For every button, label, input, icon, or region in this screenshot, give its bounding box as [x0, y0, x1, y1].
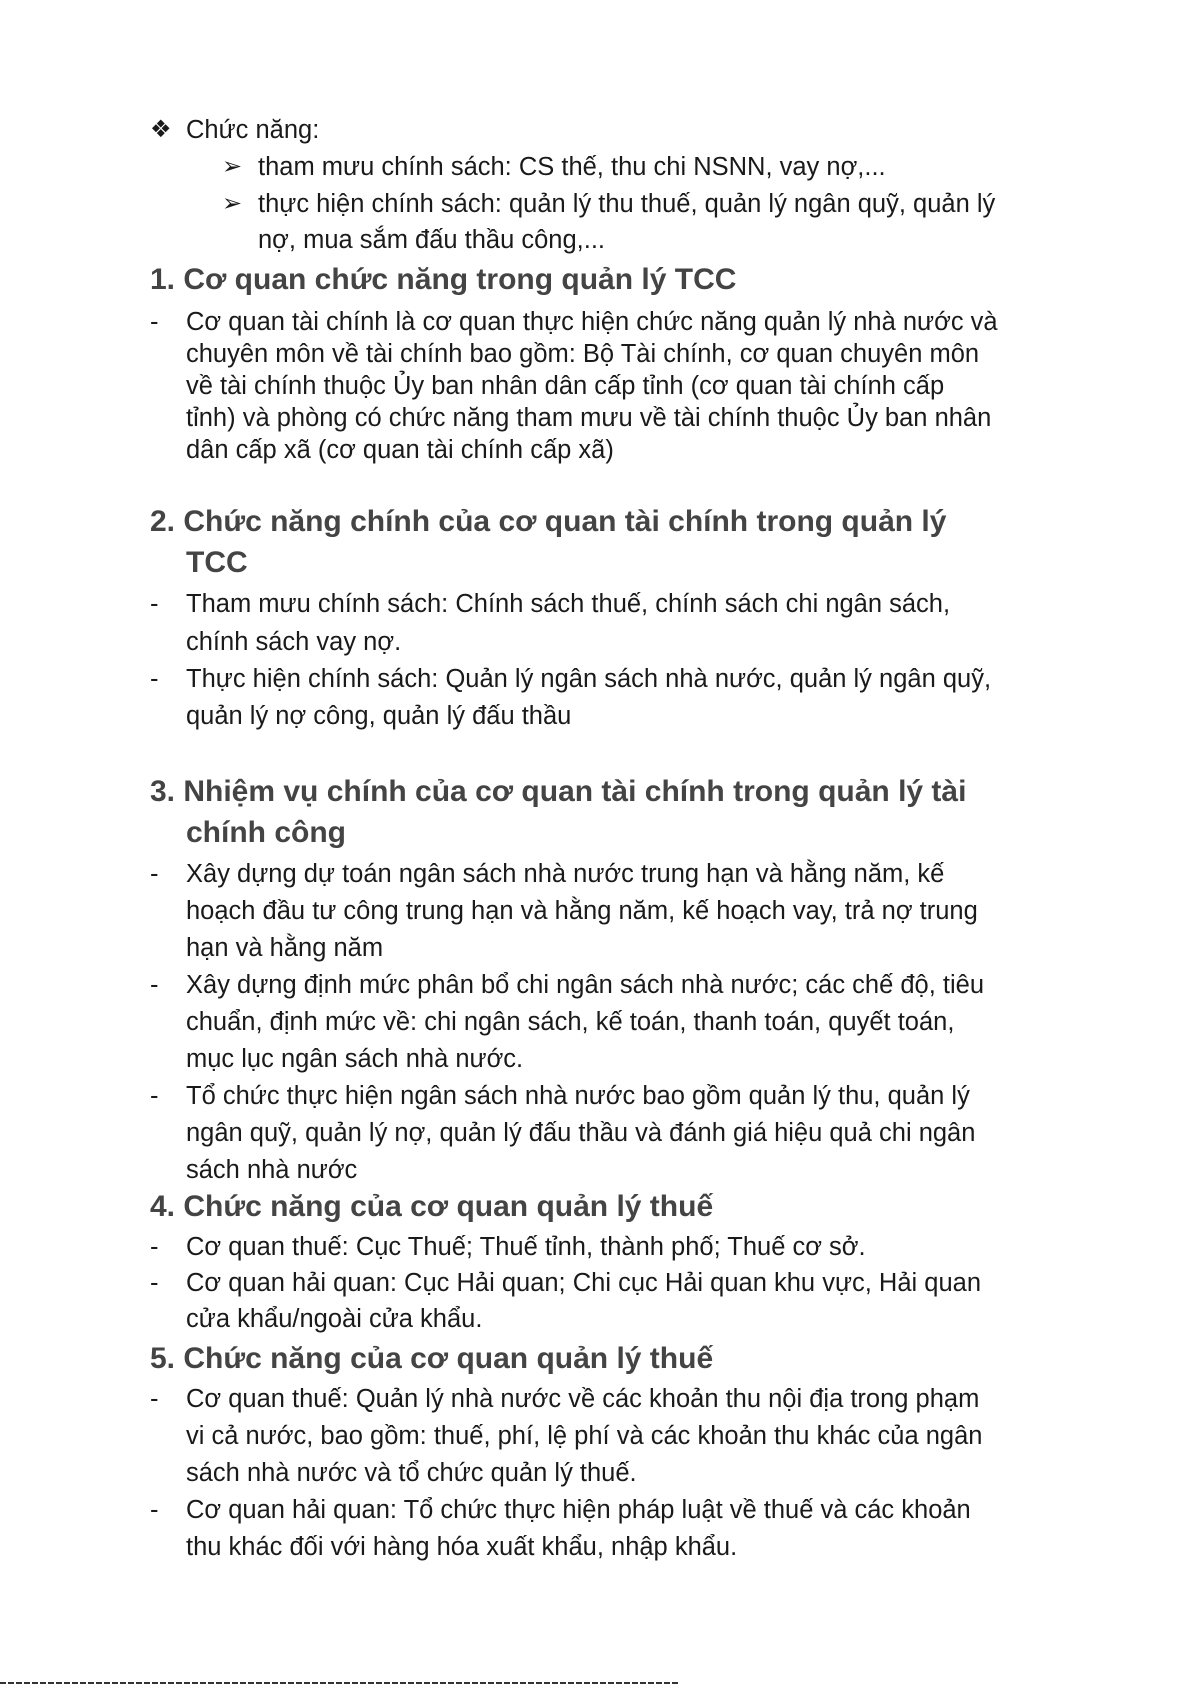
list-item-text: cửa khẩu/ngoài cửa khẩu. [186, 1305, 483, 1333]
section-heading: 1. Cơ quan chức năng trong quản lý TCC [150, 263, 737, 296]
list-item-text: ngân quỹ, quản lý nợ, quản lý đấu thầu và đánh giá hiệu quả chi ngân [186, 1119, 976, 1147]
list-item-text: hoạch đầu tư công trung hạn và hằng năm, kế hoạch vay, trả nợ trung [186, 897, 978, 925]
dash-bullet: - [150, 1496, 159, 1524]
list-item-text: tỉnh) và phòng có chức năng tham mưu về tài chính thuộc Ủy ban nhân [186, 404, 992, 432]
list-item-text: dân cấp xã (cơ quan tài chính cấp xã) [186, 436, 614, 464]
list-item-text: Xây dựng định mức phân bổ chi ngân sách nhà nước; các chế độ, tiêu [186, 971, 985, 999]
section-heading: 3. Nhiệm vụ chính của cơ quan tài chính trong quản lý tài [150, 775, 967, 808]
arrow-bullet-icon: ➢ [222, 190, 243, 217]
list-item-text: về tài chính thuộc Ủy ban nhân dân cấp tỉnh (cơ quan tài chính cấp [186, 372, 945, 400]
intro-item-text: thực hiện chính sách: quản lý thu thuế, quản lý ngân quỹ, quản lý [258, 190, 996, 218]
list-item-text: Tổ chức thực hiện ngân sách nhà nước bao gồm quản lý thu, quản lý [186, 1082, 970, 1110]
dash-bullet: - [150, 971, 159, 999]
section-heading: chính công [186, 816, 346, 849]
intro-item-text: tham mưu chính sách: CS thế, thu chi NSNN, vay nợ,... [258, 153, 886, 181]
dash-bullet: - [150, 1269, 159, 1297]
dash-bullet: - [150, 1233, 159, 1261]
list-item-text: chuẩn, định mức về: chi ngân sách, kế toán, thanh toán, quyết toán, [186, 1008, 955, 1036]
list-item-text: thu khác đối với hàng hóa xuất khẩu, nhập khẩu. [186, 1533, 738, 1561]
list-item-text: Cơ quan thuế: Cục Thuế; Thuế tỉnh, thành phố; Thuế cơ sở. [186, 1233, 866, 1261]
page-bottom-rule [0, 1682, 680, 1684]
intro-label: Chức năng: [186, 116, 320, 144]
list-item-text: sách nhà nước [186, 1156, 358, 1184]
list-item-text: Thực hiện chính sách: Quản lý ngân sách nhà nước, quản lý ngân quỹ, [186, 665, 992, 693]
section-heading: 4. Chức năng của cơ quan quản lý thuế [150, 1190, 714, 1223]
list-item-text: chuyên môn về tài chính bao gồm: Bộ Tài chính, cơ quan chuyên môn [186, 340, 980, 368]
dash-bullet: - [150, 1082, 159, 1110]
list-item-text: quản lý nợ công, quản lý đấu thầu [186, 702, 572, 730]
dash-bullet: - [150, 590, 159, 618]
diamond-bullet-icon: ❖ [150, 116, 172, 143]
list-item-text: sách nhà nước và tổ chức quản lý thuế. [186, 1459, 637, 1487]
intro-item-text: nợ, mua sắm đấu thầu công,... [258, 226, 606, 254]
dash-bullet: - [150, 308, 159, 336]
list-item-text: mục lục ngân sách nhà nước. [186, 1045, 524, 1073]
list-item-text: chính sách vay nợ. [186, 628, 402, 656]
list-item-text: hạn và hằng năm [186, 934, 384, 962]
list-item-text: Cơ quan tài chính là cơ quan thực hiện chức năng quản lý nhà nước và [186, 308, 998, 336]
dash-bullet: - [150, 1385, 159, 1413]
section-heading: TCC [186, 546, 248, 579]
arrow-bullet-icon: ➢ [222, 153, 243, 180]
dash-bullet: - [150, 665, 159, 693]
list-item-text: Cơ quan hải quan: Tổ chức thực hiện pháp luật về thuế và các khoản [186, 1496, 971, 1524]
list-item-text: Cơ quan hải quan: Cục Hải quan; Chi cục Hải quan khu vực, Hải quan [186, 1269, 982, 1297]
list-item-text: Cơ quan thuế: Quản lý nhà nước về các khoản thu nội địa trong phạm [186, 1385, 980, 1413]
list-item-text: Xây dựng dự toán ngân sách nhà nước trung hạn và hằng năm, kế [186, 860, 945, 888]
list-item-text: vi cả nước, bao gồm: thuế, phí, lệ phí và các khoản thu khác của ngân [186, 1422, 983, 1450]
list-item-text: Tham mưu chính sách: Chính sách thuế, chính sách chi ngân sách, [186, 590, 951, 618]
dash-bullet: - [150, 860, 159, 888]
section-heading: 5. Chức năng của cơ quan quản lý thuế [150, 1342, 714, 1375]
section-heading: 2. Chức năng chính của cơ quan tài chính trong quản lý [150, 505, 947, 538]
